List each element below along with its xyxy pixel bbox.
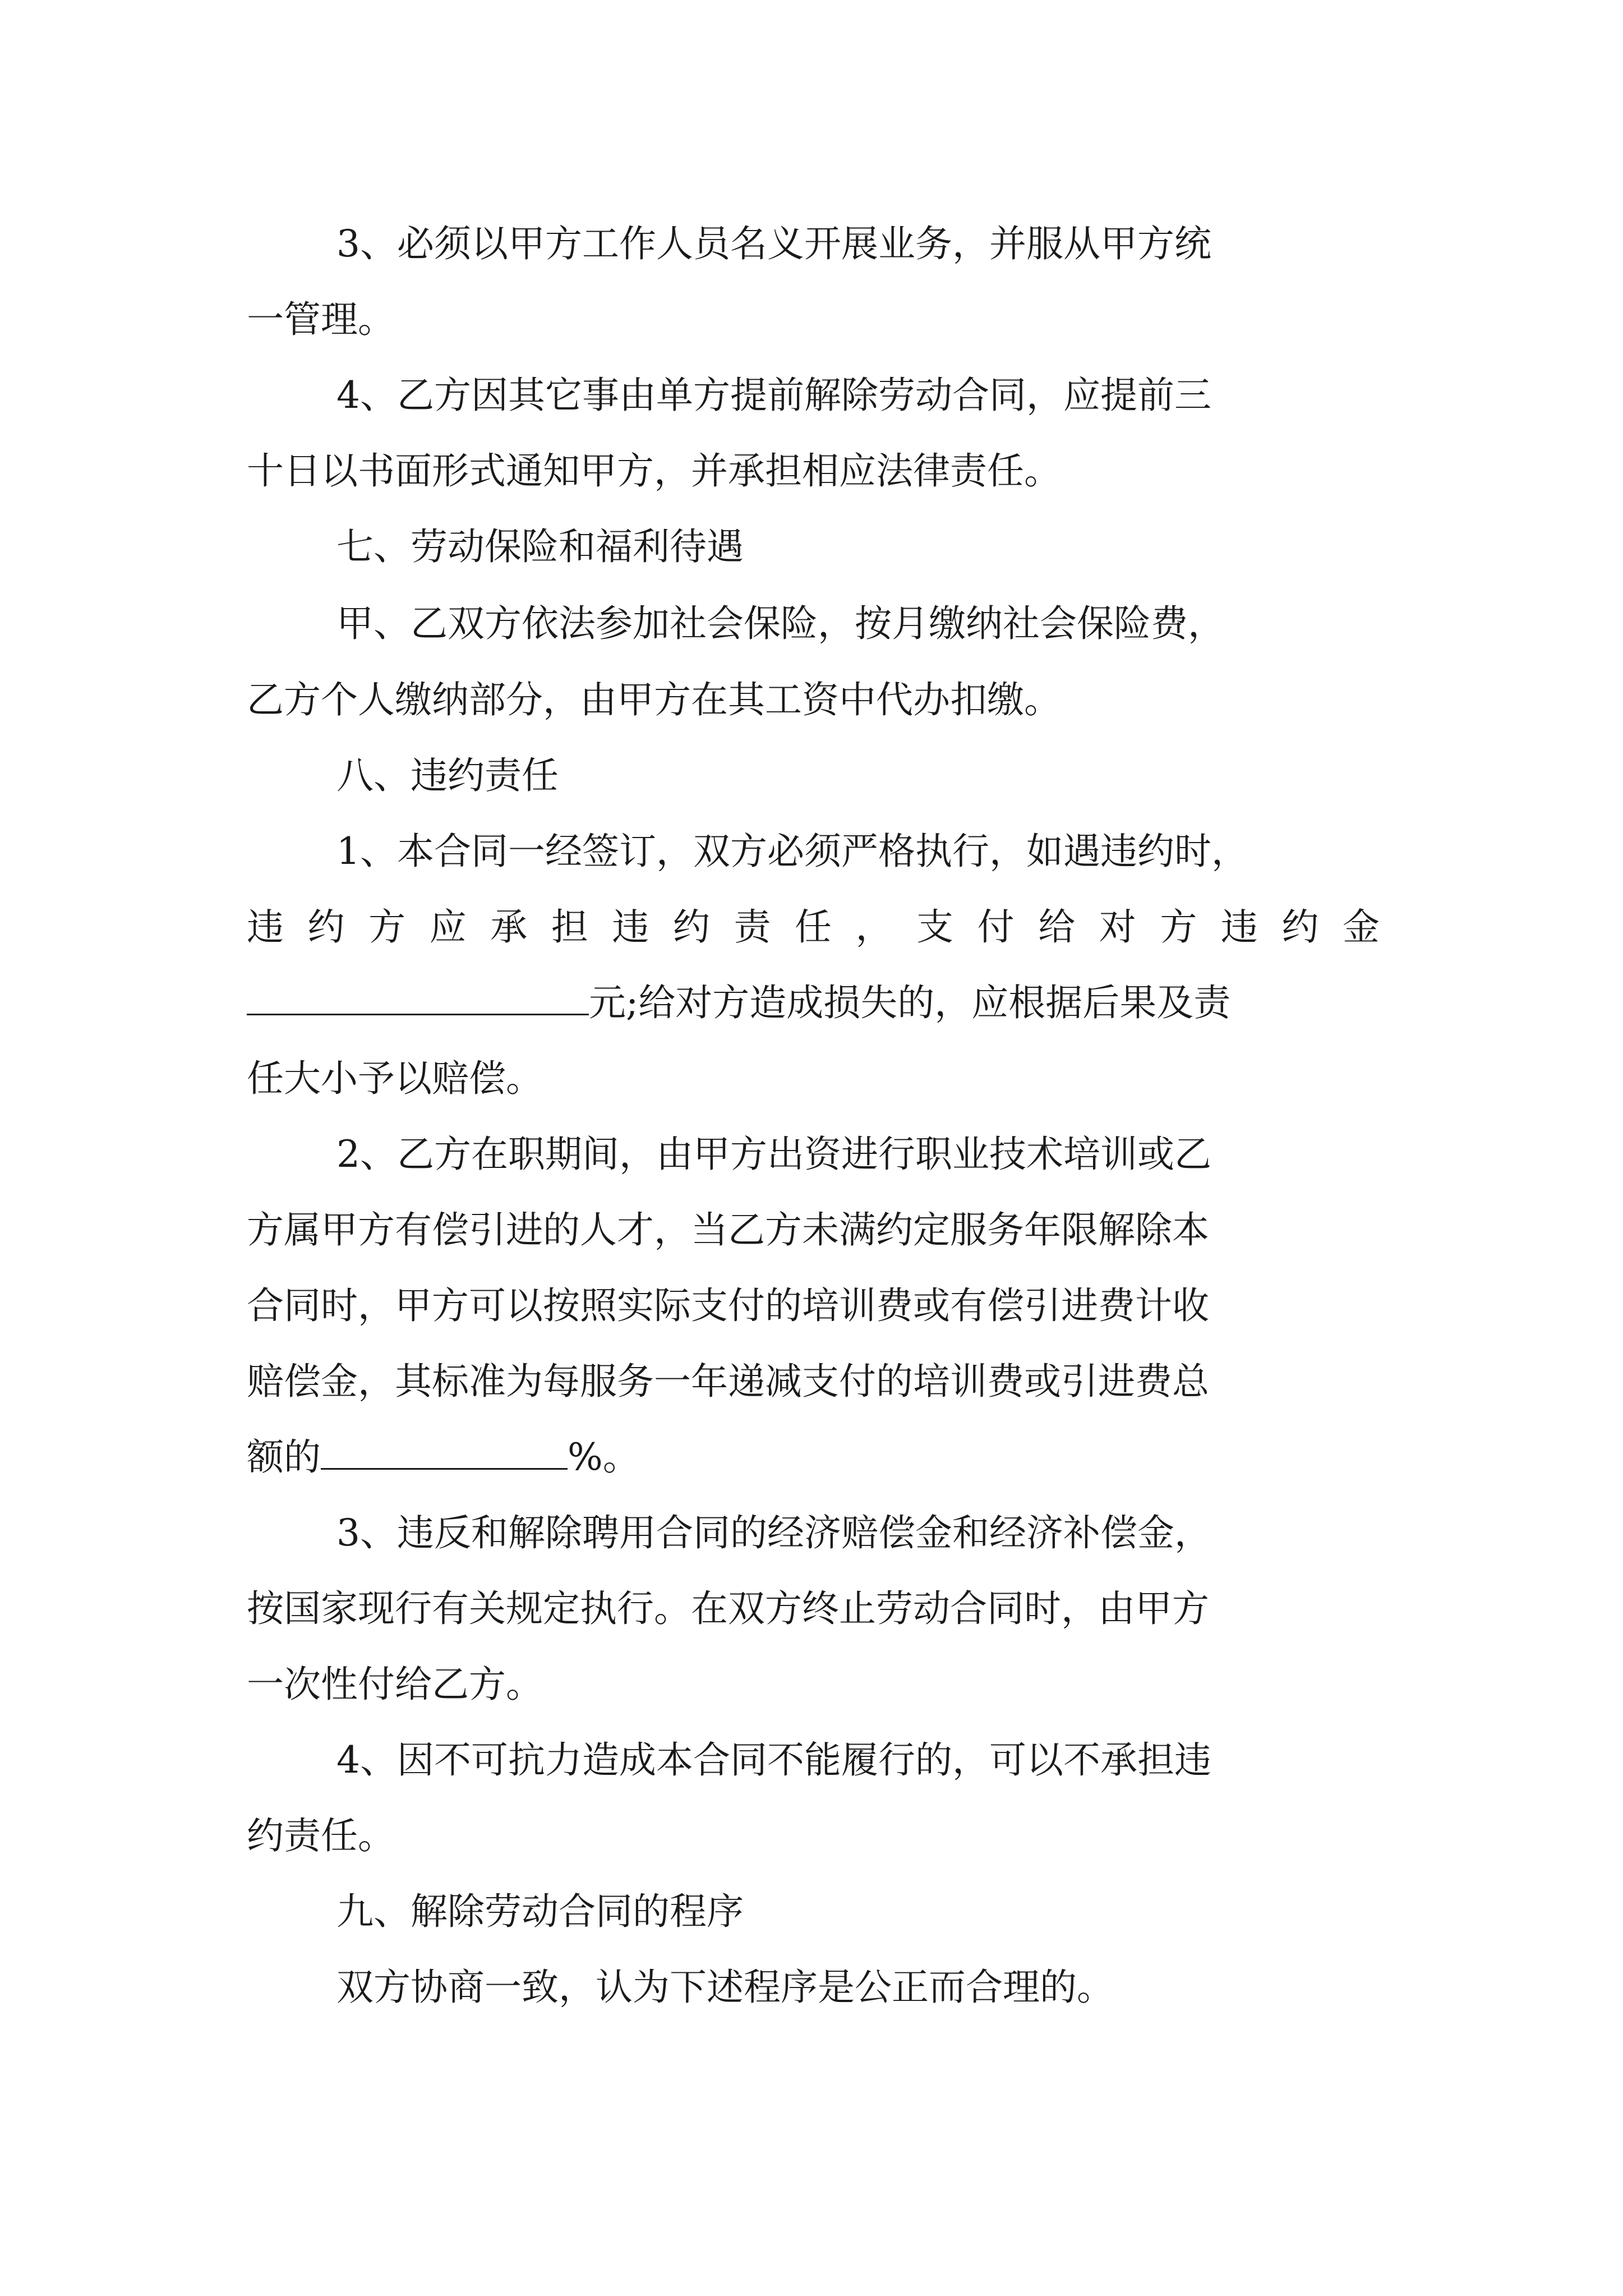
paragraph-line: 一管理。 [247, 298, 395, 341]
paragraph-line: 按国家现行有关规定执行。在双方终止劳动合同时，由甲方 [247, 1587, 1209, 1630]
paragraph-line: 乙方个人缴纳部分，由甲方在其工资中代办扣缴。 [247, 678, 1061, 721]
paragraph-line: 十日以书面形式通知甲方，并承担相应法律责任。 [247, 449, 1061, 493]
paragraph-line [247, 981, 1230, 1025]
paragraph-line: 方属甲方有偿引进的人才，当乙方未满约定服务年限解除本 [247, 1208, 1209, 1251]
paragraph-line: 甲、乙双方依法参加社会保险，按月缴纳社会保险费， [336, 602, 1225, 645]
section-heading: 八、违约责任 [336, 754, 559, 797]
section-heading: 七、劳动保险和福利待遇 [336, 525, 744, 568]
paragraph-line: 任大小予以赔偿。 [247, 1057, 543, 1100]
paragraph-line: 一次性付给乙方。 [247, 1663, 543, 1706]
fill-in-blank [321, 1435, 568, 1470]
paragraph-line: 4、因不可抗力造成本合同不能履行的，可以不承担违 [336, 1738, 1211, 1782]
paragraph-line: 1、本合同一经签订，双方必须严格执行，如遇违约时， [336, 830, 1248, 873]
paragraph-line: 4、乙方因其它事由单方提前解除劳动合同，应提前三 [336, 374, 1211, 417]
paragraph-text: %。 [568, 1435, 640, 1479]
paragraph-line: 合同时，甲方可以按照实际支付的培训费或有偿引进费计收 [247, 1284, 1209, 1327]
paragraph-line: 2、乙方在职期间，由甲方出资进行职业技术培训或乙 [336, 1133, 1211, 1176]
fill-in-blank [247, 981, 589, 1015]
paragraph-text: 元;给对方造成损失的，应根据后果及责 [589, 981, 1231, 1024]
paragraph-line: 3、必须以甲方工作人员名义开展业务，并服从甲方统 [336, 222, 1211, 265]
paragraph-line: 赔偿金，其标准为每服务一年递减支付的培训费或引进费总 [247, 1360, 1209, 1403]
paragraph-line: 约责任。 [247, 1814, 395, 1857]
paragraph-line [247, 1435, 640, 1480]
section-heading: 九、解除劳动合同的程序 [336, 1890, 744, 1933]
paragraph-text: 额的 [247, 1435, 321, 1479]
paragraph-line: 双方协商一致，认为下述程序是公正而合理的。 [336, 1966, 1114, 2009]
paragraph-line: 3、违反和解除聘用合同的经济赔偿金和经济补偿金， [336, 1511, 1211, 1554]
paragraph-line: 违约方应承担违约责任，支付给对方违约金 [247, 905, 1380, 949]
